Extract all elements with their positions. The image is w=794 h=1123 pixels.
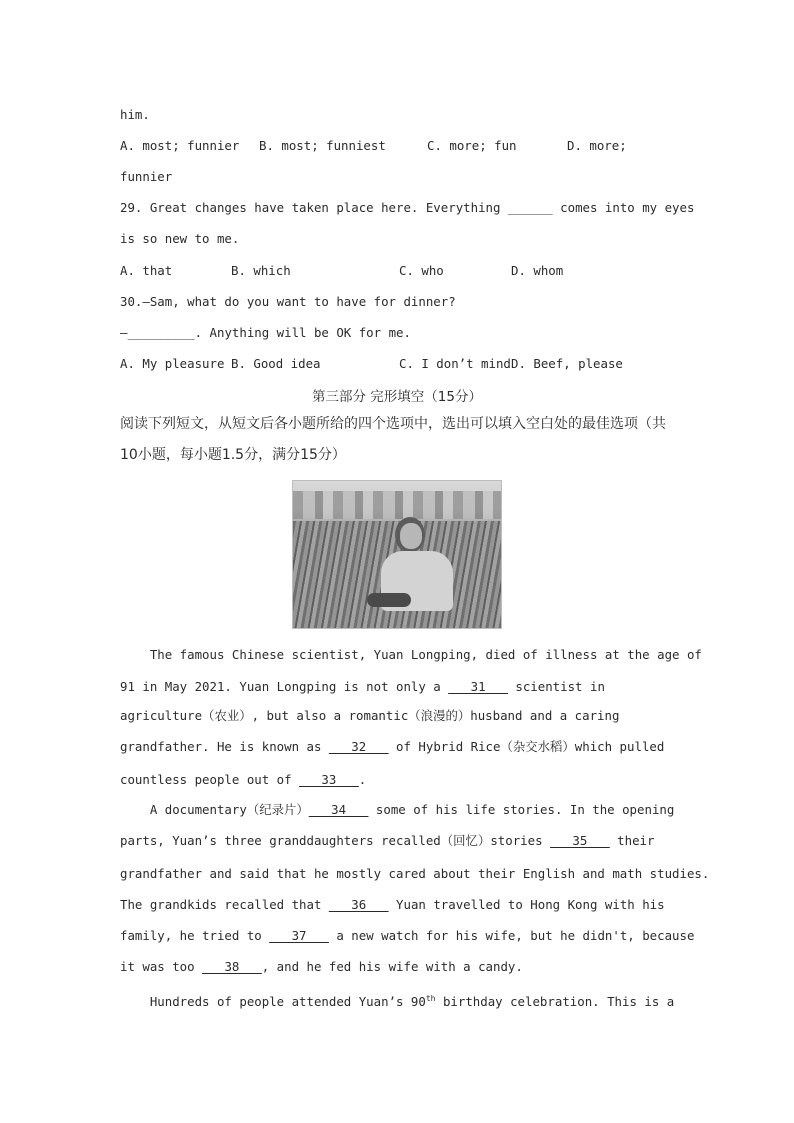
q30-option-d: D. Beef, please [511, 356, 623, 371]
q30-dash: — [120, 325, 128, 340]
passage-p2-line6 [120, 959, 523, 975]
q28-option-d: D. more; [567, 138, 627, 153]
passage-text: their [609, 833, 655, 848]
blank-31: ___31___ [448, 679, 508, 694]
q29-stem-line1 [120, 200, 694, 216]
passage-text: A documentary（纪录片） [120, 802, 309, 817]
blank-35: ___35___ [550, 833, 610, 848]
q30-option-b: B. Good idea [231, 356, 321, 371]
passage-text: The grandkids recalled that [120, 897, 329, 912]
section-instruction-line1: 阅读下列短文，从短文后各小题所给的四个选项中，选出可以填入空白处的最佳选项（共 [120, 416, 666, 432]
blank-34: ___34___ [308, 802, 369, 817]
passage-p1-line3: agriculture（农业）, but also a romantic（浪漫的）husband and a caring [120, 708, 620, 723]
passage-p1-line4 [120, 739, 664, 755]
blank-38: ___38___ [202, 959, 262, 974]
passage-text: a new watch for his wife, but he didn't, because [328, 928, 695, 943]
passage-text: countless people out of [120, 772, 300, 787]
passage-text: . [358, 772, 367, 787]
q29-option-c: C. who [399, 263, 444, 278]
passage-text: , and he fed his wife with a candy. [261, 959, 523, 974]
passage-p2-line5 [120, 928, 694, 944]
passage-text: of Hybrid Rice（杂交水稻）which pulled [388, 739, 665, 754]
passage-p2-line1 [120, 802, 674, 818]
passage-text: it was too [120, 959, 203, 974]
q30-option-a: A. My pleasure [120, 356, 225, 371]
q30-stem-post: . Anything will be OK for me. [194, 325, 411, 340]
passage-text: Hundreds of people attended Yuan’s 90 [120, 994, 426, 1010]
q30-option-c: C. I don’t mind [399, 356, 511, 371]
blank-36: ___36___ [328, 897, 389, 912]
q29-blank: ______ [507, 200, 553, 215]
passage-p2-line4 [120, 897, 665, 913]
section-instruction-line2: 10小题，每小题1.5分，满分15分） [120, 447, 346, 463]
q29-option-d: D. whom [511, 263, 564, 278]
photo-arm [367, 593, 411, 607]
passage-text: Yuan travelled to Hong Kong with his [388, 897, 665, 912]
section-title: 第三部分 完形填空（15分） [312, 389, 482, 405]
blank-33: ___33___ [299, 772, 359, 787]
q30-blank: _________ [127, 325, 195, 340]
q28-option-c: C. more; fun [427, 138, 517, 153]
q29-option-a: A. that [120, 263, 173, 278]
q29-stem-pre: 29. Great changes have taken place here. Everything [120, 200, 508, 215]
passage-text: 91 in May 2021. Yuan Longping is not only a [120, 679, 449, 694]
q29-stem-line2: is so new to me. [120, 231, 240, 246]
blank-37: ___37___ [269, 928, 329, 943]
ordinal-suffix: th [425, 994, 436, 1003]
q28-option-d-continued: funnier [120, 169, 173, 184]
passage-p2-line2 [120, 833, 654, 849]
q30-stem-line1: 30.—Sam, what do you want to have for dinner? [120, 294, 456, 309]
q29-option-b: B. which [231, 263, 291, 278]
passage-p1-line1: The famous Chinese scientist, Yuan Longping, died of illness at the age of [120, 647, 702, 662]
photo-trees [293, 491, 501, 519]
passage-text: parts, Yuan’s three granddaughters recalled（回忆）stories [120, 833, 551, 848]
passage-text: family, he tried to [120, 928, 270, 943]
blank-32: ___32___ [328, 739, 389, 754]
passage-text: birthday celebration. This is a [435, 994, 675, 1010]
passage-p1-line2 [120, 679, 605, 695]
passage-p2-line3: grandfather and said that he mostly cared about their English and math studies. [120, 866, 710, 881]
passage-text: grandfather. He is known as [120, 739, 329, 754]
passage-text: scientist in [507, 679, 605, 694]
q30-stem-line2 [120, 325, 411, 341]
q28-stem-tail: him. [120, 107, 150, 122]
photo-face [400, 523, 422, 549]
passage-p1-line5 [120, 772, 366, 788]
passage-text: some of his life stories. In the opening [368, 802, 675, 817]
yuan-longping-photo [292, 480, 502, 629]
q28-option-a: A. most; funnier [120, 138, 240, 153]
q29-stem-post: comes into my eyes [552, 200, 695, 215]
q28-option-b: B. most; funniest [259, 138, 386, 153]
passage-p3-line1 [120, 991, 674, 1010]
